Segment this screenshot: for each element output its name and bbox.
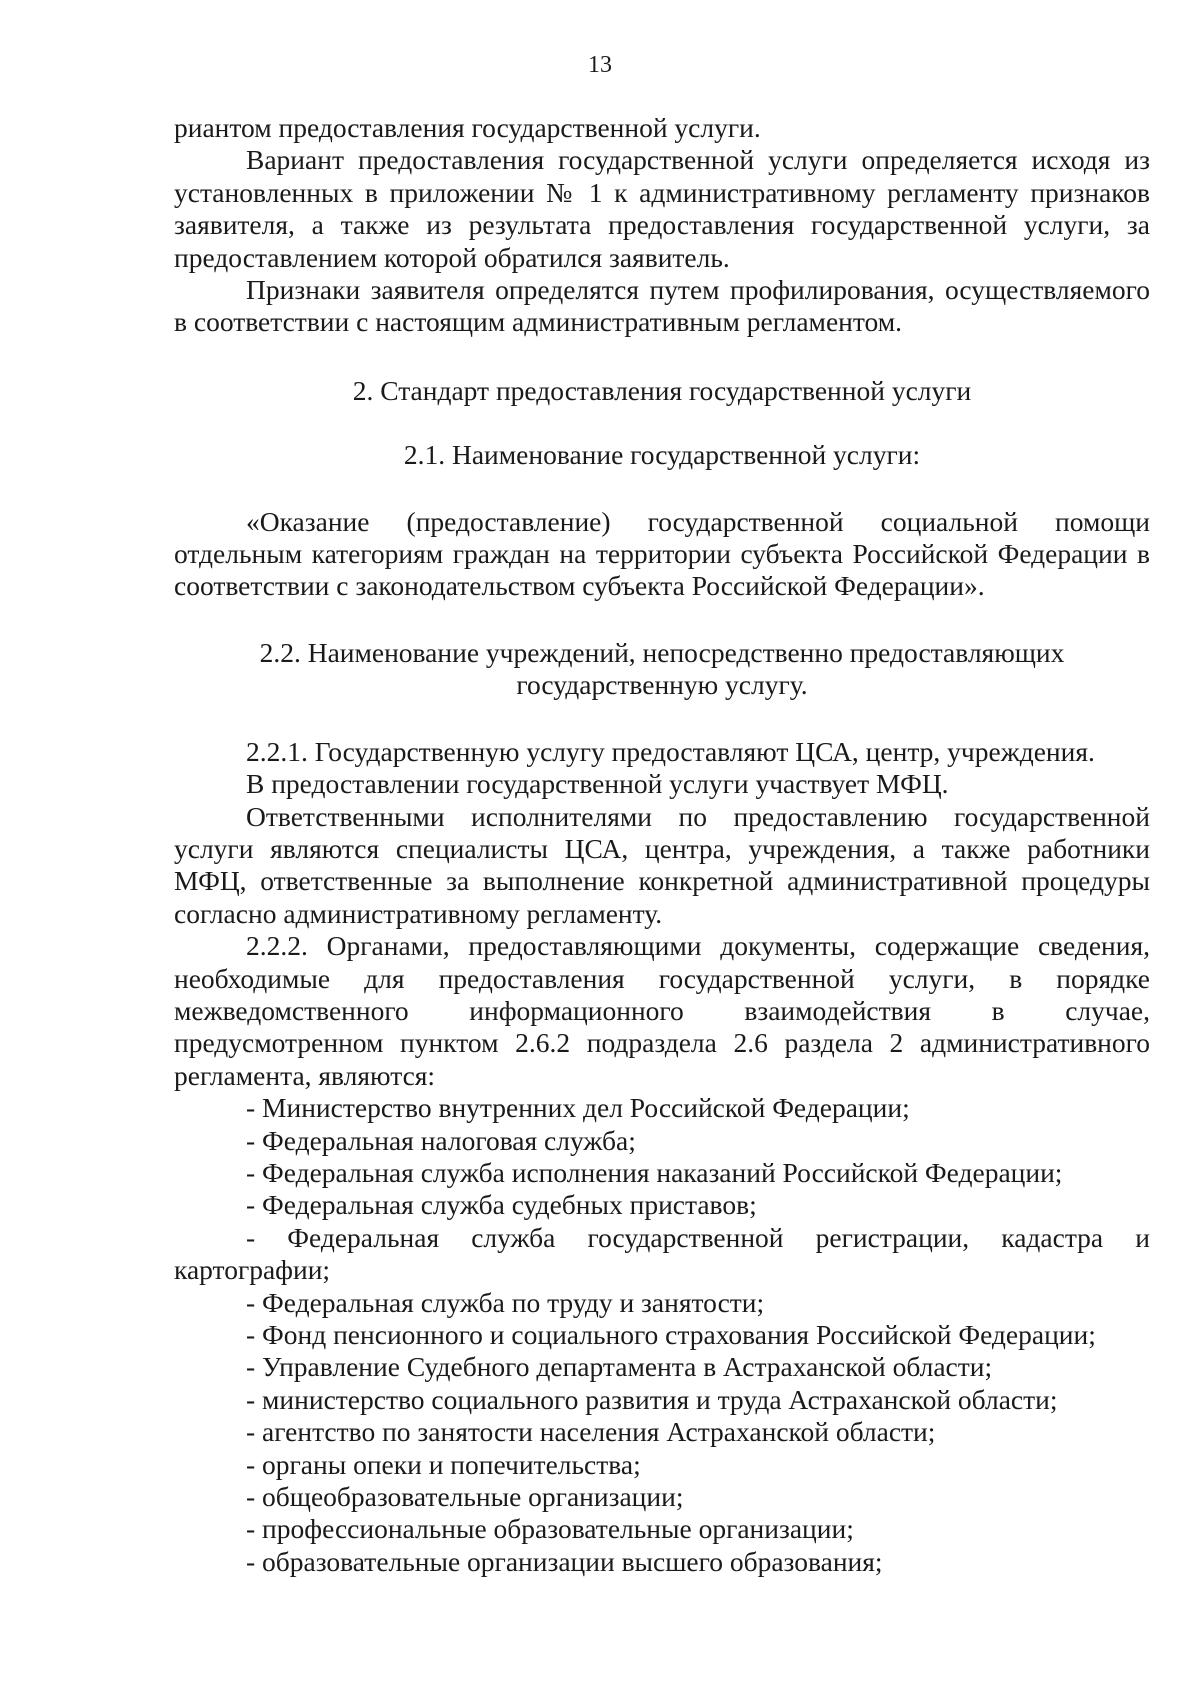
list-item: - агентство по занятости населения Астраханской области;: [246, 1416, 936, 1448]
list-item: - профессиональные образовательные организации;: [246, 1513, 854, 1545]
list-item: - Министерство внутренних дел Российской Федерации;: [246, 1092, 910, 1124]
list-item: - образовательные организации высшего образования;: [246, 1545, 883, 1577]
list-item: - Федеральная налоговая служба;: [246, 1124, 636, 1156]
paragraph-applicant-signs: Признаки заявителя определятся путем профилирования, осуществляемого в соответствии с настоящим административным регламентом.: [174, 274, 1150, 338]
list-item: - Федеральная служба судебных приставов;: [246, 1189, 757, 1221]
section-heading-2: 2. Стандарт предоставления государственной услуги: [352, 374, 972, 406]
paragraph-mfc: В предоставлении государственной услуги участвует МФЦ.: [246, 768, 949, 800]
list-item: - Фонд пенсионного и социального страхования Российской Федерации;: [246, 1319, 1096, 1350]
document-body: [174, 112, 1150, 1578]
paragraph-2-2-1: 2.2.1. Государственную услугу предоставляют ЦСА, центр, учреждения.: [246, 735, 1095, 767]
list-item: - Федеральная служба по труду и занятости;: [246, 1286, 765, 1318]
page-number: 13: [588, 52, 612, 78]
subsection-heading-2-2: 2.2. Наименование учреждений, непосредственно предоставляющих государственную услугу.: [259, 636, 1065, 701]
paragraph-variant: Вариант предоставления государственной услуги определяется исходя из установленных в приложении № 1 к административному регламенту признаков заявителя, а также из результата предоставления государственной услуги, за предоставлением которой обратился заявитель.: [174, 144, 1150, 273]
list-item: - Федеральная служба исполнения наказаний Российской Федерации;: [246, 1156, 1063, 1188]
list-item: - Управление Судебного департамента в Астраханской области;: [246, 1351, 993, 1383]
paragraph-continuation: риантом предоставления государственной услуги.: [174, 112, 761, 143]
list-item: - органы опеки и попечительства;: [246, 1448, 641, 1480]
organizations-list: [174, 1092, 1150, 1578]
list-item: - Федеральная служба государственной регистрации, кадастра и картографии;: [174, 1221, 1150, 1286]
paragraph-2-2-2: 2.2.2. Органами, предоставляющими документы, содержащие сведения, необходимые для предоставления государственной услуги, в порядке межведомственного информационного взаимодействия в случае, предусмотренном пунктом 2.6.2 подраздела 2.6 раздела 2 административного регламента, являются:: [174, 930, 1150, 1091]
subsection-heading-2-1: 2.1. Наименование государственной услуги:: [403, 439, 921, 471]
paragraph-responsible: Ответственными исполнителями по предоставлению государственной услуги являются специалисты ЦСА, центра, учреждения, а также работники МФЦ, ответственные за выполнение конкретной административной процедуры согласно административному регламенту.: [174, 800, 1150, 929]
list-item: - общеобразовательные организации;: [246, 1481, 684, 1513]
list-item: - министерство социального развития и труда Астраханской области;: [246, 1383, 1058, 1415]
paragraph-service-name: «Оказание (предоставление) государственной социальной помощи отдельным категориям граждан на территории субъекта Российской Федерации в соответствии с законодательством субъекта Российской Федерации».: [174, 505, 1150, 602]
